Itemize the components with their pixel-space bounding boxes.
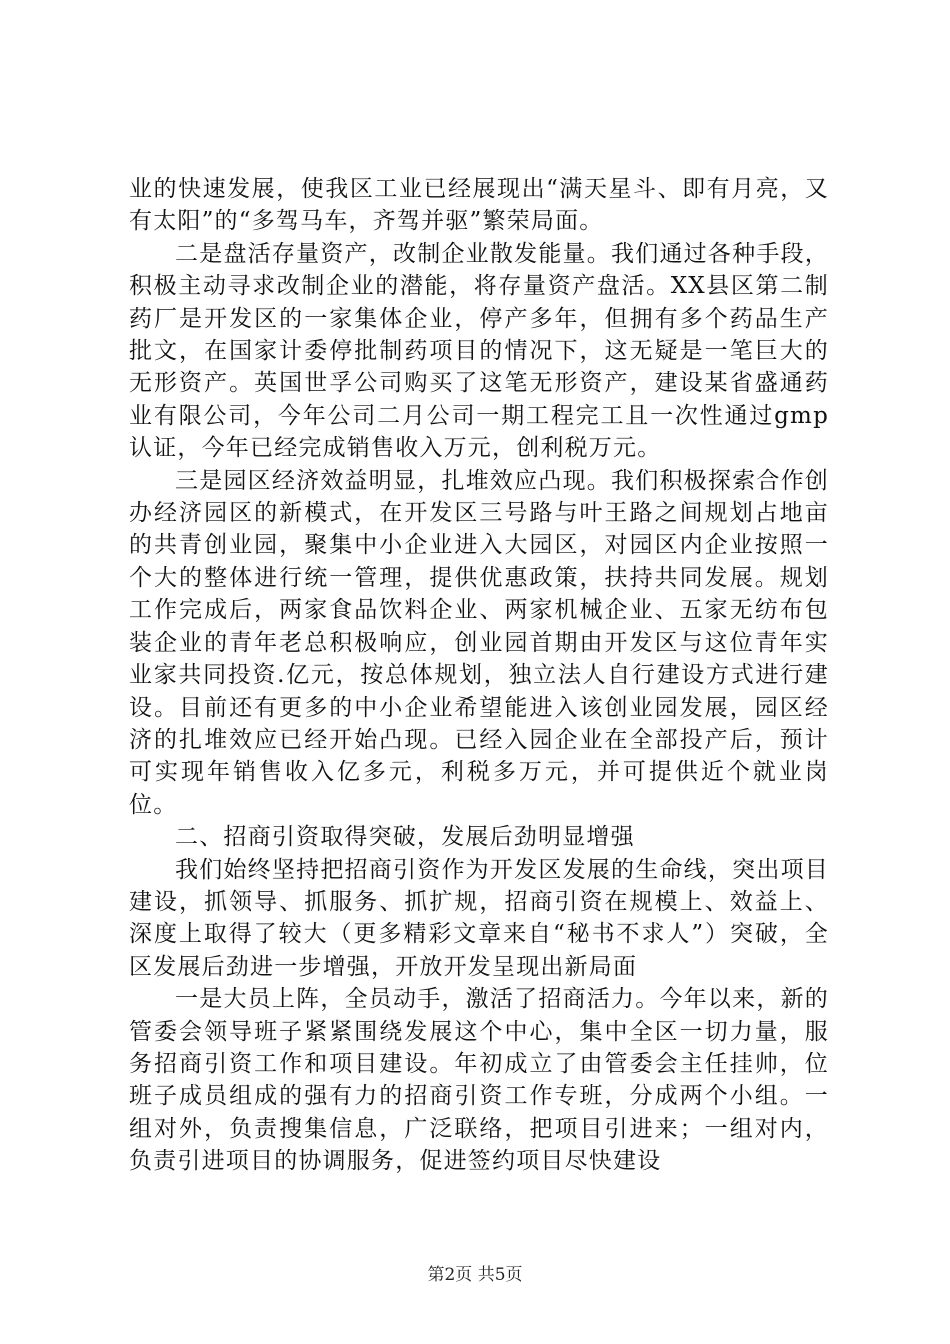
paragraph-point-three: 三是园区经济效益明显，扎堆效应凸现。我们积极探索合作创办经济园区的新模式，在开发区三号路与叶王路之间规划占地亩的共青创业园，聚集中小企业进入大园区，对园区内企业按照一个大的整体进行统一管理，提供优惠政策，扶持共同发展。规划工作完成后，两家食品饮料企业、两家机械企业、五家无纺布包装企业的青年老总积极响应，创业园首期由开发区与这位青年实业家共同投资.亿元，按总体规划，独立法人自行建设方式进行建设。目前还有更多的中小企业希望能进入该创业园发展，园区经济的扎堆效应已经开始凸现。已经入园企业在全部投产后，预计可实现年销售收入亿多元，利税多万元，并可提供近个就业岗位。 <box>129 467 829 818</box>
paragraph-point-two: 二是盘活存量资产，改制企业散发能量。我们通过各种手段，积极主动寻求改制企业的潜能，将存量资产盘活。XX县区第二制药厂是开发区的一家集体企业，停产多年，但拥有多个药品生产批文，在国家计委停批制药项目的情况下，这无疑是一笔巨大的无形资产。英国世孚公司购买了这笔无形资产，建设某省盛通药业有限公司，今年公司二月公司一期工程完工且一次性通过gmp认证，今年已经完成销售收入万元，创利税万元。 <box>129 240 829 462</box>
page-footer: 第2页 共5页 <box>427 1265 523 1285</box>
section-heading: 二、招商引资取得突破，发展后劲明显增强 <box>175 824 635 851</box>
paragraph-continuation: 业的快速发展，使我区工业已经展现出“满天星斗、即有月亮，又有太阳”的“多驾马车，齐驾并驱”繁荣局面。 <box>129 176 829 235</box>
paragraph-investment-intro: 我们始终坚持把招商引资作为开发区发展的生命线，突出项目建设，抓领导、抓服务、抓扩规，招商引资在规模上、效益上、深度上取得了较大（更多精彩文章来自“秘书不求人”）突破，全区发展后劲进一步增强，开放开发呈现出新局面 <box>129 856 829 980</box>
paragraph-point-one: 一是大员上阵，全员动手，激活了招商活力。今年以来，新的管委会领导班子紧紧围绕发展这个中心，集中全区一切力量，服务招商引资工作和项目建设。年初成立了由管委会主任挂帅，位班子成员组成的强有力的招商引资工作专班，分成两个小组。一组对外，负责搜集信息，广泛联络，把项目引进来；一组对内，负责引进项目的协调服务，促进签约项目尽快建设 <box>129 986 829 1175</box>
document-body <box>129 173 829 1178</box>
